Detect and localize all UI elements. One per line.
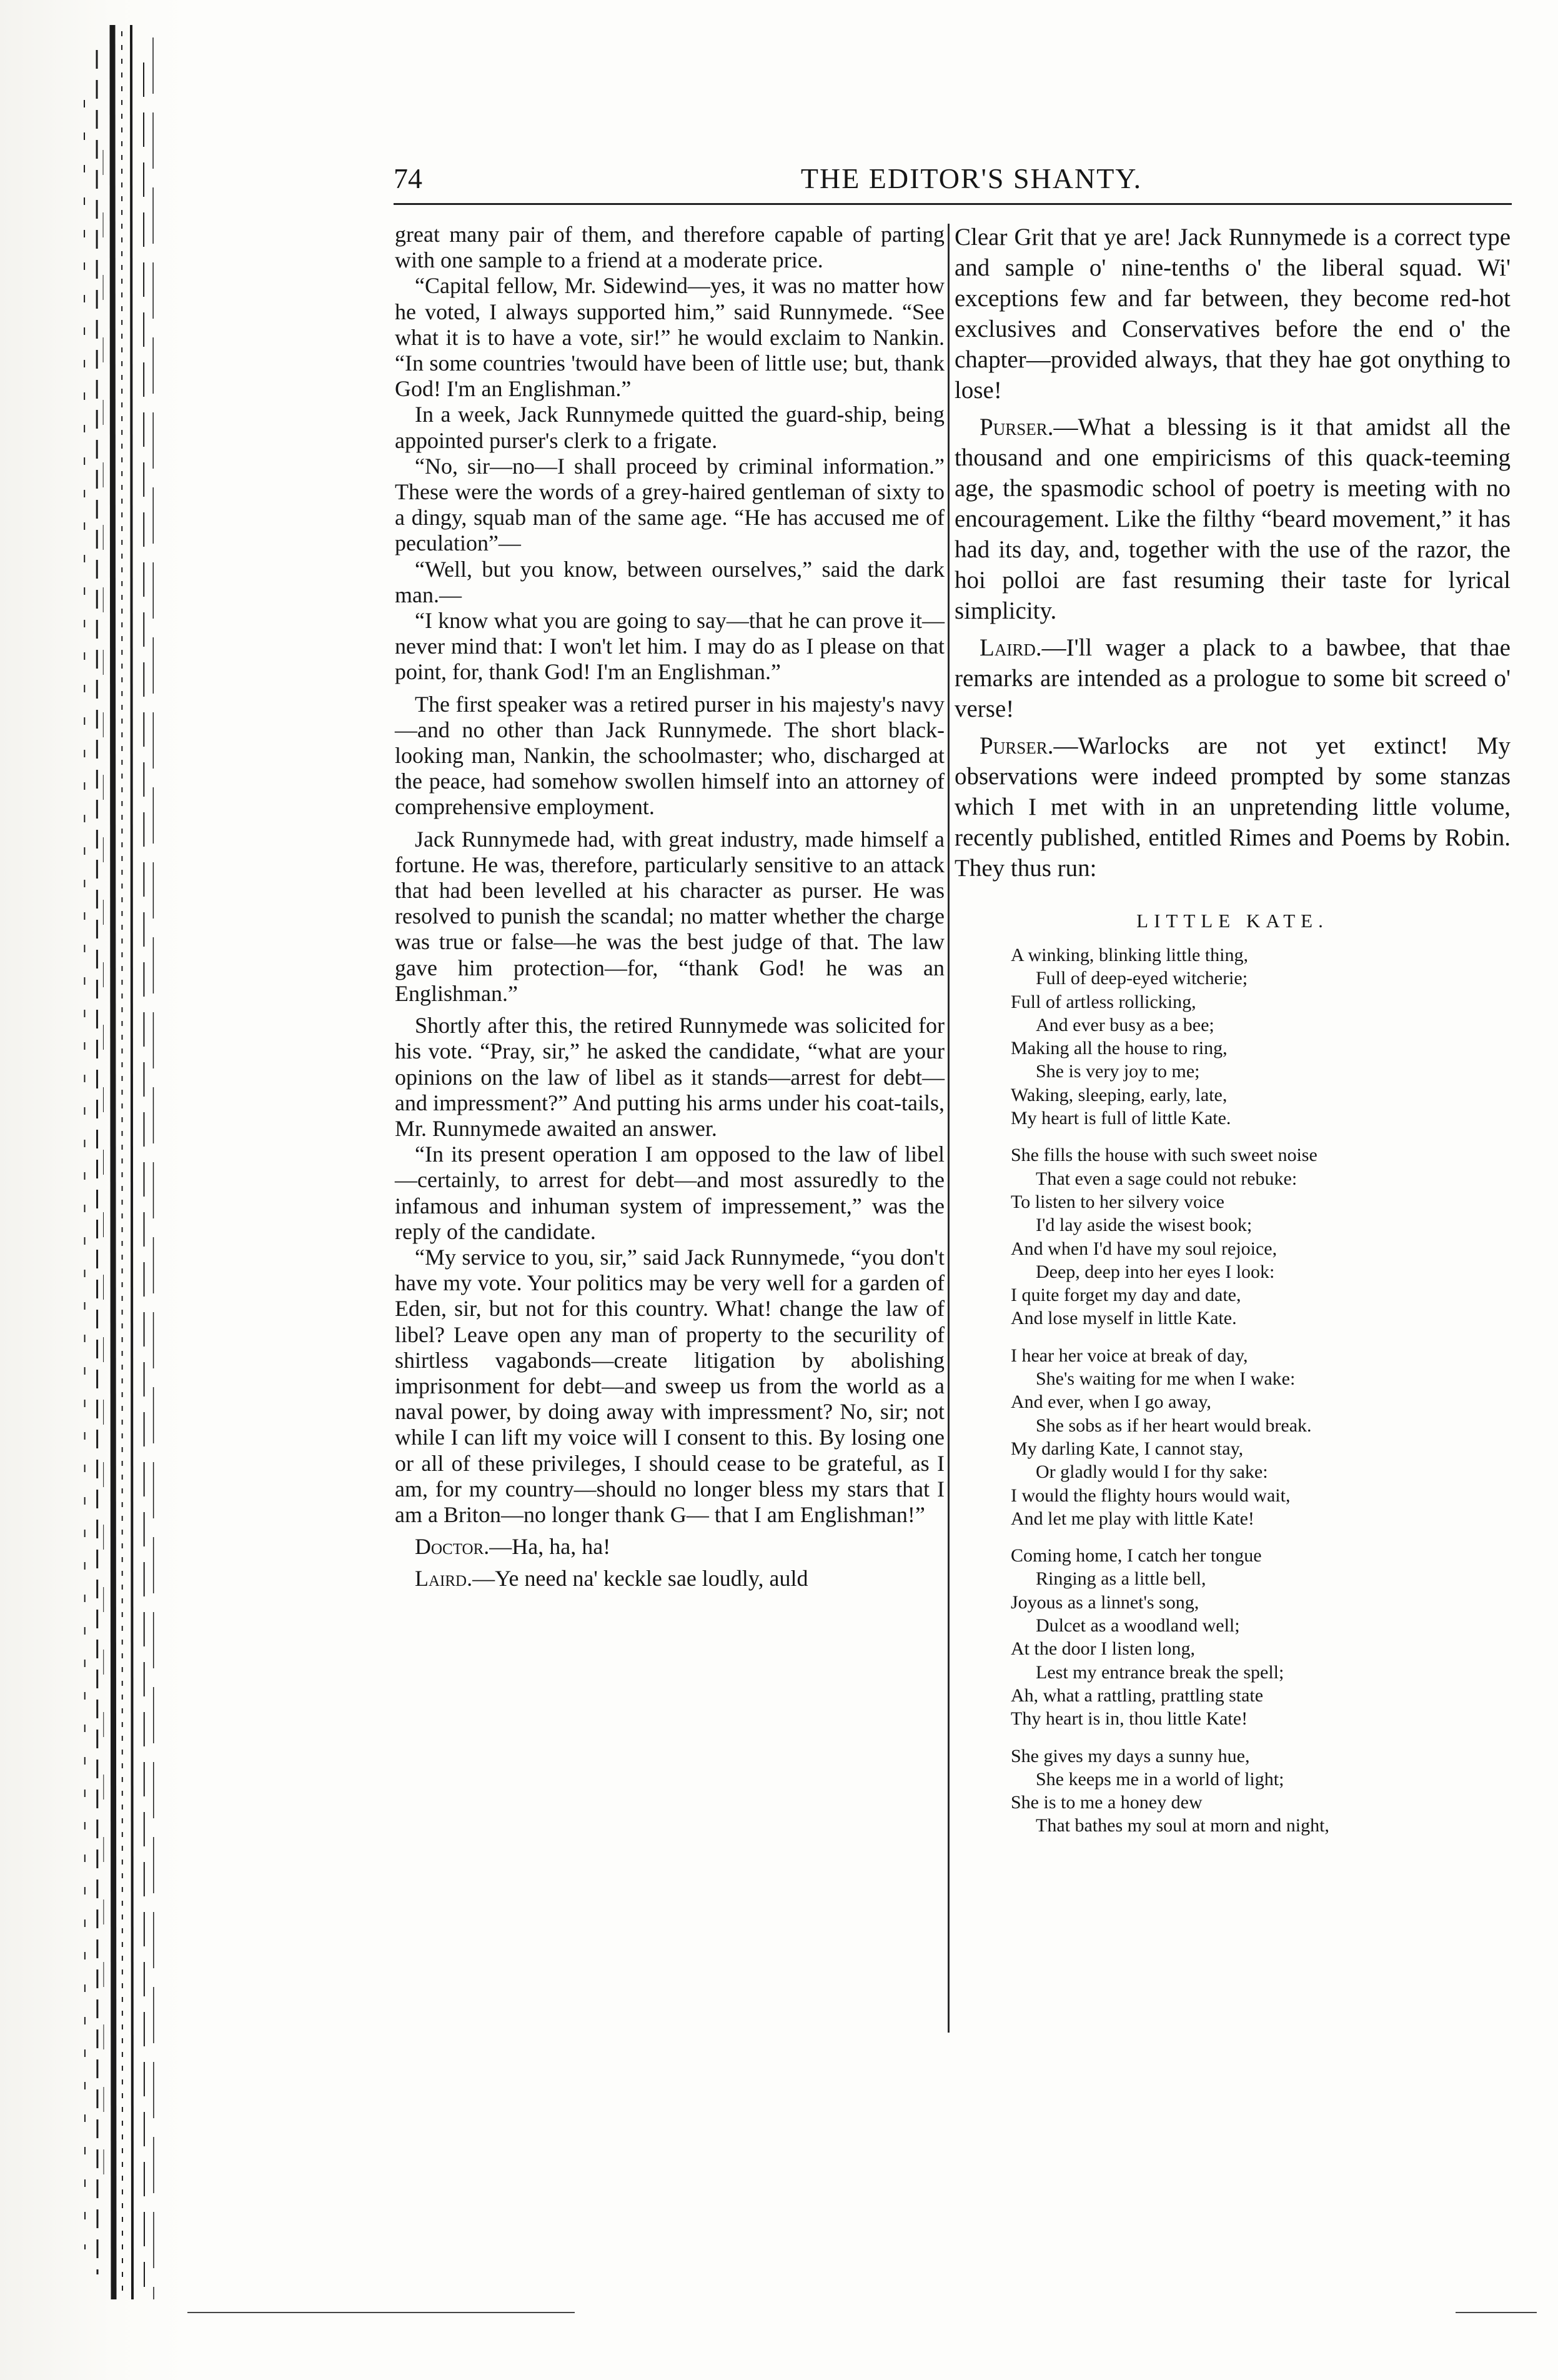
poem-line: That bathes my soul at morn and night, <box>1036 1815 1329 1836</box>
dialogue-text: —What a blessing is it that amidst all the thousand and one empiricisms of this quack-teeming age, the spasmodic school of poetry is meeting with no encouragement. Like the filthy “beard movement,” it has had its day, and, together with the use of the razor, the hoi polloi are fast resuming their taste for lyrical simplicity. <box>955 414 1511 624</box>
poem-line: My darling Kate, I cannot stay, <box>1011 1438 1244 1459</box>
poem-line: And ever, when I go away, <box>1011 1392 1211 1413</box>
body-paragraph: “My service to you, sir,” said Jack Runnymede, “you don't have my vote. Your politics may be very well for a garden of Eden, sir, but not for this country. What! change the law of libel? Leave open any man of property to the securility of shirtless vagabonds—create litigation by abolishing imprisonment for debt—and sweep us from the world as a naval power, by doing away with impressment? No, sir; not while I can lift my voice will I consent to this. By losing one or all of these privileges, I should cease to be grateful, as I am, for my country—should no longer bless my stars that I am a Briton—no longer thank G— that I am Englishman!” <box>395 1244 945 1527</box>
poem-line: Or gladly would I for thy sake: <box>1036 1461 1268 1483</box>
body-paragraph: Clear Grit that ye are! Jack Runnymede is a correct type and sample o' nine-tenths o' the liberal squad. Wi' exceptions few and far between, they become red-hot exclusives and Conservatives before the end o' the chapter—provided always, that they hae got onything to lose! <box>955 224 1511 404</box>
dialogue-line <box>955 730 1511 884</box>
body-paragraph: “In its present operation I am opposed to the law of libel—certainly, to arrest for debt—and most assuredly to the infamous and inhuman system of impressement,” was the reply of the candidate. <box>395 1142 945 1244</box>
body-paragraph: Jack Runnymede had, with great industry, made himself a fortune. He was, therefore, particularly sensitive to an attack that had been levelled at his character as purser. He was resolved to punish the scandal; no matter whether the charge was true or false—he was the best judge of that. The law gave him protection—for, “thank God! he was an Englishman.” <box>395 826 945 1006</box>
body-paragraph: “No, sir—no—I shall proceed by criminal information.” These were the words of a grey-haired gentleman of sixty to a dingy, squab man of the same age. “He has accused me of peculation”— <box>395 453 945 556</box>
speaker-name: Purser. <box>980 732 1054 759</box>
poem-line: Joyous as a linnet's song, <box>1011 1591 1199 1613</box>
speaker-name: Laird. <box>980 634 1042 661</box>
poem-line: I hear her voice at break of day, <box>1011 1345 1248 1366</box>
poem-line: Thy heart is in, thou little Kate! <box>1011 1708 1248 1730</box>
poem-line: And ever busy as a bee; <box>1036 1014 1214 1035</box>
poem <box>955 944 1511 1838</box>
poem-line: Waking, sleeping, early, late, <box>1011 1084 1228 1105</box>
poem-line: Deep, deep into her eyes I look: <box>1036 1261 1275 1282</box>
poem-stanza <box>955 1544 1511 1730</box>
column-divider <box>948 224 950 2033</box>
poem-line: I would the flighty hours would wait, <box>1011 1485 1291 1506</box>
poem-line: And lose myself in little Kate. <box>1011 1308 1237 1329</box>
poem-line: Coming home, I catch her tongue <box>1011 1545 1262 1566</box>
poem-line: She gives my days a sunny hue, <box>1011 1745 1250 1766</box>
poem-stanza <box>955 1143 1511 1330</box>
speaker-name: Laird. <box>415 1566 473 1591</box>
poem-line: Ah, what a rattling, prattling state <box>1011 1685 1264 1706</box>
poem-line: Making all the house to ring, <box>1011 1038 1228 1059</box>
poem-line: She fills the house with such sweet noise <box>1011 1145 1317 1166</box>
poem-title: LITTLE KATE. <box>1136 910 1329 932</box>
poem-line: Full of deep-eyed witcherie; <box>1036 968 1248 989</box>
poem-stanza <box>955 1344 1511 1530</box>
body-paragraph: The first speaker was a retired purser in his majesty's navy—and no other than Jack Runnymede. The short black-looking man, Nankin, the schoolmaster; who, discharged at the peace, had somehow swollen himself into an attorney of comprehensive employment. <box>395 691 945 820</box>
binding-edge-image <box>37 25 162 2299</box>
poem-line: She is very joy to me; <box>1036 1061 1200 1082</box>
page-number: 74 <box>394 162 422 194</box>
body-paragraph: great many pair of them, and therefore capable of parting with one sample to a friend at a moderate price. <box>395 222 945 273</box>
poem-line: My heart is full of little Kate. <box>1011 1108 1231 1129</box>
poem-line: Lest my entrance break the spell; <box>1036 1661 1284 1683</box>
poem-line: A winking, blinking little thing, <box>1011 945 1249 965</box>
poem-line: She's waiting for me when I wake: <box>1036 1368 1296 1390</box>
poem-line: Ringing as a little bell, <box>1036 1568 1206 1590</box>
dialogue-text: —Ye need na' keckle sae loudly, auld <box>472 1566 808 1591</box>
left-column <box>395 222 945 1592</box>
dialogue-line <box>955 632 1511 724</box>
running-title: THE EDITOR'S SHANTY. <box>800 162 1143 194</box>
poem-line: I quite forget my day and date, <box>1011 1285 1241 1306</box>
dialogue-line <box>395 1566 945 1591</box>
poem-line: To listen to her silvery voice <box>1011 1191 1224 1212</box>
poem-line: She sobs as if her heart would break. <box>1036 1415 1312 1436</box>
poem-line: She is to me a honey dew <box>1011 1792 1203 1813</box>
speaker-name: Doctor. <box>415 1534 490 1560</box>
dialogue-text: —Ha, ha, ha! <box>489 1534 611 1560</box>
poem-line: And let me play with little Kate! <box>1011 1508 1254 1529</box>
body-paragraph: “Well, but you know, between ourselves,” said the dark man.— <box>395 556 945 607</box>
body-paragraph: “I know what you are going to say—that he can prove it—never mind that: I won't let him. I may do as I please on that point, for, thank God! I'm an Englishman.” <box>395 608 945 685</box>
dialogue-text: —Warlocks are not yet extinct! My observations were indeed prompted by some stanzas which I met with in an unpretending little volume, recently published, entitled Rimes and Poems by Robin. They thus run: <box>955 732 1511 882</box>
poem-line: That even a sage could not rebuke: <box>1036 1168 1298 1189</box>
dialogue-line <box>395 1534 945 1560</box>
speaker-name: Purser. <box>980 414 1054 441</box>
poem-line: I'd lay aside the wisest book; <box>1036 1215 1253 1236</box>
dialogue-text: —I'll wager a plack to a bawbee, that thae remarks are intended as a prologue to some bit screed o' verse! <box>955 634 1511 722</box>
page-header <box>394 159 1512 205</box>
poem-stanza <box>955 944 1511 1130</box>
footer-rule-left <box>187 2312 575 2313</box>
poem-line: She keeps me in a world of light; <box>1036 1768 1284 1790</box>
dialogue-line <box>955 412 1511 626</box>
footer-rule-right <box>1456 2312 1537 2313</box>
poem-line: Dulcet as a woodland well; <box>1036 1615 1240 1636</box>
poem-line: And when I'd have my soul rejoice, <box>1011 1238 1278 1259</box>
right-column <box>955 222 1511 1851</box>
body-paragraph: “Capital fellow, Mr. Sidewind—yes, it was no matter how he voted, I always supported him,” said Runnymede. “See what it is to have a vote, sir!” he would exclaim to Nankin. “In some countries 'twould have been of little use; but, thank God! I'm an Englishman.” <box>395 273 945 402</box>
poem-line: Full of artless rollicking, <box>1011 991 1196 1012</box>
binding-gutter <box>0 0 187 2380</box>
body-paragraph: Shortly after this, the retired Runnymede was solicited for his vote. “Pray, sir,” he asked the candidate, “what are your opinions on the law of libel as it stands—arrest for debt—and impressment?” And putting his arms under his coat-tails, Mr. Runnymede awaited an answer. <box>395 1013 945 1141</box>
poem-stanza <box>955 1745 1511 1838</box>
body-paragraph: In a week, Jack Runnymede quitted the guard-ship, being appointed purser's clerk to a frigate. <box>395 402 945 453</box>
poem-line: At the door I listen long, <box>1011 1638 1195 1660</box>
